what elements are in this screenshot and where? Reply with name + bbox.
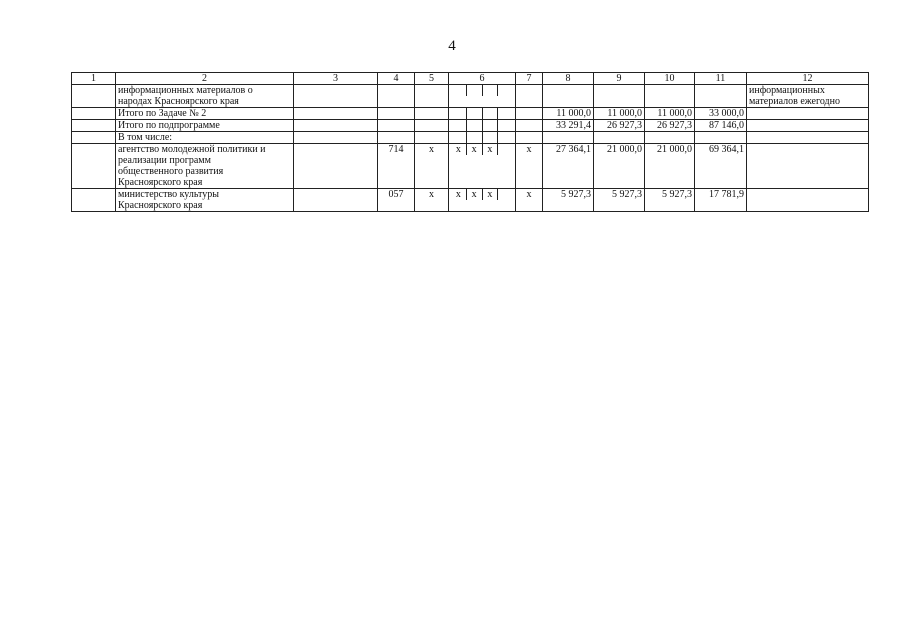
- page-number: 4: [448, 38, 456, 54]
- cell-col6: [449, 144, 516, 189]
- table-row: [72, 120, 869, 132]
- cell-amount-11: 87 146,0: [695, 120, 747, 132]
- cell-note: [747, 189, 869, 212]
- cell-amount-9: [594, 132, 645, 144]
- cell-amount-9: 5 927,3: [594, 189, 645, 212]
- cell-col3: [294, 120, 378, 132]
- cell-col1: [72, 132, 116, 144]
- cell-amount-11: 17 781,9: [695, 189, 747, 212]
- table-row: [72, 132, 869, 144]
- cell-code: 714: [378, 144, 415, 189]
- cell-amount-8: [543, 132, 594, 144]
- table-row: [72, 189, 869, 212]
- cell-amount-9: 26 927,3: [594, 120, 645, 132]
- column-header-9: 9: [594, 73, 645, 85]
- cell-col3: [294, 144, 378, 189]
- cell-col3: [294, 108, 378, 120]
- cell-col6-part: [466, 132, 482, 143]
- column-header-2: 2: [116, 73, 294, 85]
- cell-col1: [72, 189, 116, 212]
- cell-line: Итого по подпрограмме: [118, 120, 220, 131]
- cell-line: В том числе:: [118, 132, 173, 143]
- cell-col6-part: х: [466, 144, 482, 155]
- cell-col3: [294, 132, 378, 144]
- cell-line: реализации программ: [118, 155, 211, 166]
- cell-col7: х: [516, 189, 543, 212]
- cell-col6-part: [466, 108, 482, 119]
- cell-name: [116, 144, 294, 189]
- header-row: [72, 73, 869, 85]
- cell-note: [747, 85, 869, 108]
- cell-code: 057: [378, 189, 415, 212]
- column-header-4: 4: [378, 73, 415, 85]
- cell-line: министерство культуры: [118, 189, 219, 200]
- table-row: [72, 144, 869, 189]
- cell-col6-part: х: [455, 189, 461, 200]
- cell-col1: [72, 108, 116, 120]
- cell-note: [747, 144, 869, 189]
- cell-col6: [449, 85, 516, 108]
- cell-amount-11: [695, 85, 747, 108]
- budget-table: [71, 72, 869, 212]
- cell-col6-part: [482, 132, 498, 143]
- cell-code: [378, 108, 415, 120]
- cell-col6: [449, 120, 516, 132]
- cell-line: народах Красноярского края: [118, 96, 239, 107]
- cell-col1: [72, 144, 116, 189]
- cell-col7: [516, 132, 543, 144]
- cell-amount-10: [645, 132, 695, 144]
- cell-col7: [516, 85, 543, 108]
- cell-col7: [516, 120, 543, 132]
- cell-amount-8: 11 000,0: [543, 108, 594, 120]
- cell-name: [116, 108, 294, 120]
- cell-col5: х: [415, 189, 449, 212]
- column-header-1: 1: [72, 73, 116, 85]
- cell-col5: [415, 132, 449, 144]
- cell-col6-part: [497, 144, 513, 155]
- cell-col6-part: [482, 108, 498, 119]
- cell-col3: [294, 189, 378, 212]
- cell-col6-part: [451, 85, 466, 96]
- column-header-3: 3: [294, 73, 378, 85]
- cell-col5: [415, 85, 449, 108]
- column-header-10: 10: [645, 73, 695, 85]
- column-header-7: 7: [516, 73, 543, 85]
- table-row: [72, 85, 869, 108]
- cell-col1: [72, 85, 116, 108]
- cell-line: Итого по Задаче № 2: [118, 108, 207, 119]
- cell-amount-8: [543, 85, 594, 108]
- cell-amount-11: [695, 132, 747, 144]
- column-header-6: 6: [449, 73, 516, 85]
- cell-amount-11: 69 364,1: [695, 144, 747, 189]
- cell-col7: [516, 108, 543, 120]
- cell-col7: х: [516, 144, 543, 189]
- cell-col5: [415, 108, 449, 120]
- cell-col6-part: [497, 85, 513, 96]
- cell-col6-part: х: [482, 144, 498, 155]
- cell-col6-part: [466, 85, 482, 96]
- cell-col6-part: [451, 120, 466, 131]
- cell-col3: [294, 85, 378, 108]
- cell-col6-part: х: [466, 189, 482, 200]
- cell-amount-9: 21 000,0: [594, 144, 645, 189]
- column-header-12: 12: [747, 73, 869, 85]
- cell-line: материалов ежегодно: [749, 96, 840, 107]
- cell-col6-part: [497, 108, 513, 119]
- cell-line: Красноярского края: [118, 177, 203, 188]
- cell-note: [747, 132, 869, 144]
- cell-note: [747, 108, 869, 120]
- cell-code: [378, 132, 415, 144]
- cell-col6: [449, 108, 516, 120]
- cell-amount-8: 33 291,4: [543, 120, 594, 132]
- cell-line: Красноярского края: [118, 200, 203, 211]
- cell-amount-10: [645, 85, 695, 108]
- column-header-8: 8: [543, 73, 594, 85]
- cell-col6-part: х: [455, 144, 461, 155]
- table-row: [72, 108, 869, 120]
- cell-col6-part: [466, 120, 482, 131]
- column-header-5: 5: [415, 73, 449, 85]
- cell-line: агентство молодежной политики и: [118, 144, 266, 155]
- column-header-11: 11: [695, 73, 747, 85]
- cell-line: информационных: [749, 85, 825, 96]
- cell-line: общественного развития: [118, 166, 224, 177]
- cell-amount-10: 11 000,0: [645, 108, 695, 120]
- cell-col6-part: х: [482, 189, 498, 200]
- cell-col6-part: [451, 108, 466, 119]
- cell-col6-part: [482, 120, 498, 131]
- cell-col5: [415, 120, 449, 132]
- cell-amount-8: 5 927,3: [543, 189, 594, 212]
- cell-col6: [449, 189, 516, 212]
- cell-name: [116, 132, 294, 144]
- cell-code: [378, 85, 415, 108]
- cell-col6-part: [451, 132, 466, 143]
- cell-line: информационных материалов о: [118, 85, 253, 96]
- cell-amount-10: 26 927,3: [645, 120, 695, 132]
- cell-name: [116, 85, 294, 108]
- cell-col6-part: [497, 120, 513, 131]
- cell-amount-10: 21 000,0: [645, 144, 695, 189]
- cell-amount-9: 11 000,0: [594, 108, 645, 120]
- cell-note: [747, 120, 869, 132]
- cell-amount-8: 27 364,1: [543, 144, 594, 189]
- cell-col6-part: [497, 189, 513, 200]
- cell-name: [116, 120, 294, 132]
- cell-col6-part: [482, 85, 498, 96]
- cell-col6: [449, 132, 516, 144]
- cell-amount-9: [594, 85, 645, 108]
- cell-name: [116, 189, 294, 212]
- cell-col5: х: [415, 144, 449, 189]
- cell-col1: [72, 120, 116, 132]
- cell-code: [378, 120, 415, 132]
- cell-col6-part: [497, 132, 513, 143]
- cell-amount-10: 5 927,3: [645, 189, 695, 212]
- cell-amount-11: 33 000,0: [695, 108, 747, 120]
